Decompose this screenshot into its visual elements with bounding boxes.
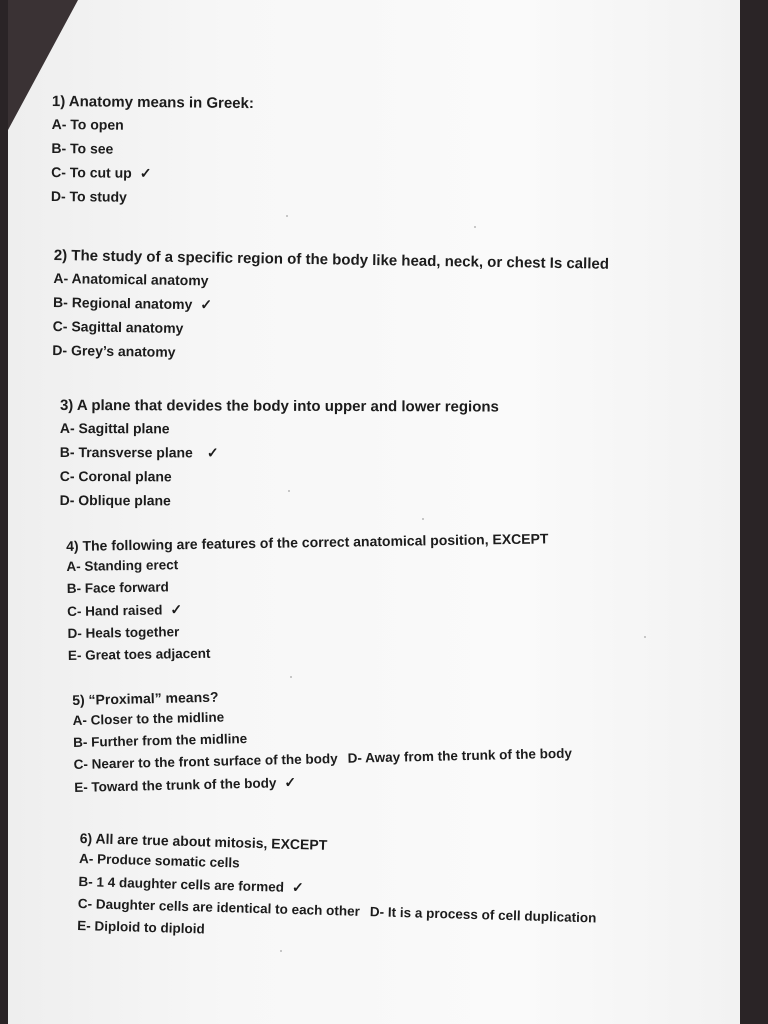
option-a: A- Sagittal plane (59, 419, 170, 437)
scan-speck (474, 226, 476, 228)
question-text: 1) Anatomy means in Greek: (51, 92, 254, 113)
question-3 (60, 396, 499, 514)
option-e: E- Great toes adjacent (67, 645, 211, 663)
question-4 (66, 528, 550, 667)
checkmark-icon: ✓ (291, 878, 304, 896)
scan-speck (288, 490, 290, 492)
option-e: E- Diploid to diploid (77, 917, 205, 937)
option-d: D- Heals together (67, 624, 180, 641)
question-1 (51, 92, 254, 210)
option-b: B- Regional anatomy ✓ (53, 290, 608, 323)
option-a: A- Standing erect (66, 557, 179, 574)
option-a: A- Closer to the midline (72, 709, 225, 728)
exam-sheet (8, 0, 740, 1024)
option-d: D- It is a process of cell duplication (369, 904, 597, 926)
scan-speck (422, 518, 424, 520)
option-b: B- To see (51, 139, 114, 157)
option-b: B- Transverse plane ✓ (60, 440, 499, 466)
option-d: D- To study (50, 187, 127, 205)
scan-speck (644, 636, 646, 638)
option-d: D- Grey’s anatomy (52, 341, 176, 360)
option-a: A- Produce somatic cells (78, 850, 240, 871)
option-b: B- Face forward (66, 579, 169, 596)
option-c: C- Daughter cells are identical to each other (77, 895, 361, 919)
question-text: 5) “Proximal” means? (72, 688, 219, 708)
option-c: C- Nearer to the front surface of the body (73, 750, 338, 772)
option-e: E- Toward the trunk of the body ✓ (74, 765, 573, 799)
question-6 (77, 828, 598, 951)
option-c: C- To cut up ✓ (51, 160, 253, 186)
question-text: 3) A plane that devides the body into upper and lower regions (59, 397, 499, 416)
checkmark-icon: ✓ (206, 444, 219, 461)
scan-speck (280, 950, 282, 952)
option-d: D- Away from the trunk of the body (347, 745, 573, 766)
question-text: 6) All are true about mitosis, EXCEPT (79, 829, 328, 853)
question-5 (72, 679, 573, 799)
checkmark-icon: ✓ (284, 773, 297, 791)
question-text: 4) The following are features of the correct anatomical position, EXCEPT (66, 530, 549, 554)
scan-speck (286, 215, 288, 217)
checkmark-icon: ✓ (139, 164, 152, 182)
option-a: A- To open (51, 115, 124, 133)
option-c: C- Hand raised ✓ (67, 592, 550, 623)
option-c: C- Sagittal anatomy (52, 317, 184, 337)
checkmark-icon: ✓ (200, 296, 213, 313)
option-a: A- Anatomical anatomy (53, 269, 209, 289)
question-2 (52, 246, 609, 371)
option-b: B- Further from the midline (73, 731, 248, 750)
checkmark-icon: ✓ (170, 601, 183, 618)
option-b: B- 1 4 daughter cells are formed ✓ (78, 870, 597, 907)
scan-speck (290, 676, 292, 678)
option-d: D- Oblique plane (59, 491, 171, 509)
option-c: C- Coronal plane (59, 467, 172, 485)
question-text: 2) The study of a specific region of the body like head, neck, or chest Is called (53, 246, 610, 273)
